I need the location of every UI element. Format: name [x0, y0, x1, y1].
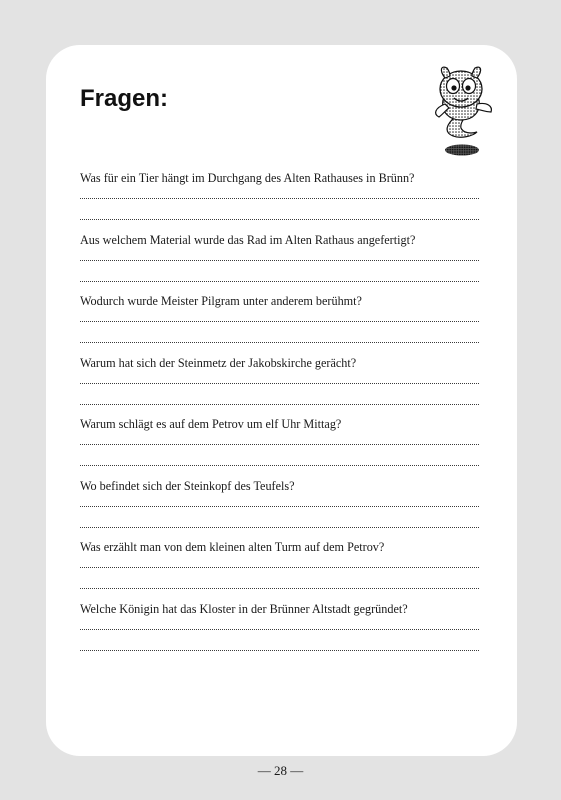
question-list	[80, 170, 479, 662]
answer-line[interactable]	[80, 629, 479, 630]
question-item	[80, 478, 479, 540]
question-text: Welche Königin hat das Kloster in der Brünner Altstadt gegründet?	[80, 601, 408, 616]
answer-line[interactable]	[80, 321, 479, 322]
question-text: Wodurch wurde Meister Pilgram unter anderem berühmt?	[80, 294, 362, 308]
page-title: Fragen:	[80, 85, 169, 112]
answer-line[interactable]	[80, 506, 479, 507]
question-item	[80, 601, 479, 663]
question-item	[80, 355, 479, 417]
question-text: Wo befindet sich der Steinkopf des Teufels?	[80, 478, 295, 493]
ghost-mascot-icon	[425, 62, 497, 162]
worksheet-card	[46, 45, 517, 756]
question-text: Was erzählt man von dem kleinen alten Turm auf dem Petrov?	[80, 540, 385, 554]
question-text: Aus welchem Material wurde das Rad im Alten Rathaus angefertigt?	[80, 232, 416, 247]
answer-line[interactable]	[80, 650, 479, 651]
question-item	[80, 170, 479, 232]
answer-line[interactable]	[80, 444, 479, 445]
answer-line[interactable]	[80, 219, 479, 220]
question-text: Warum schlägt es auf dem Petrov um elf Uhr Mittag?	[80, 417, 342, 431]
answer-line[interactable]	[80, 527, 479, 528]
question-item	[80, 232, 479, 294]
question-text: Was für ein Tier hängt im Durchgang des Alten Rathauses in Brünn?	[80, 171, 415, 185]
answer-line[interactable]	[80, 281, 479, 282]
question-item	[80, 293, 479, 355]
answer-line[interactable]	[80, 260, 479, 261]
answer-line[interactable]	[80, 198, 479, 199]
question-item	[80, 416, 479, 478]
question-text: Warum hat sich der Steinmetz der Jakobskirche gerächt?	[80, 355, 357, 370]
answer-line[interactable]	[80, 588, 479, 589]
answer-line[interactable]	[80, 342, 479, 343]
answer-line[interactable]	[80, 567, 479, 568]
answer-line[interactable]	[80, 383, 479, 384]
page-number: — 28 —	[257, 763, 304, 778]
answer-line[interactable]	[80, 404, 479, 405]
question-item	[80, 539, 479, 601]
answer-line[interactable]	[80, 465, 479, 466]
